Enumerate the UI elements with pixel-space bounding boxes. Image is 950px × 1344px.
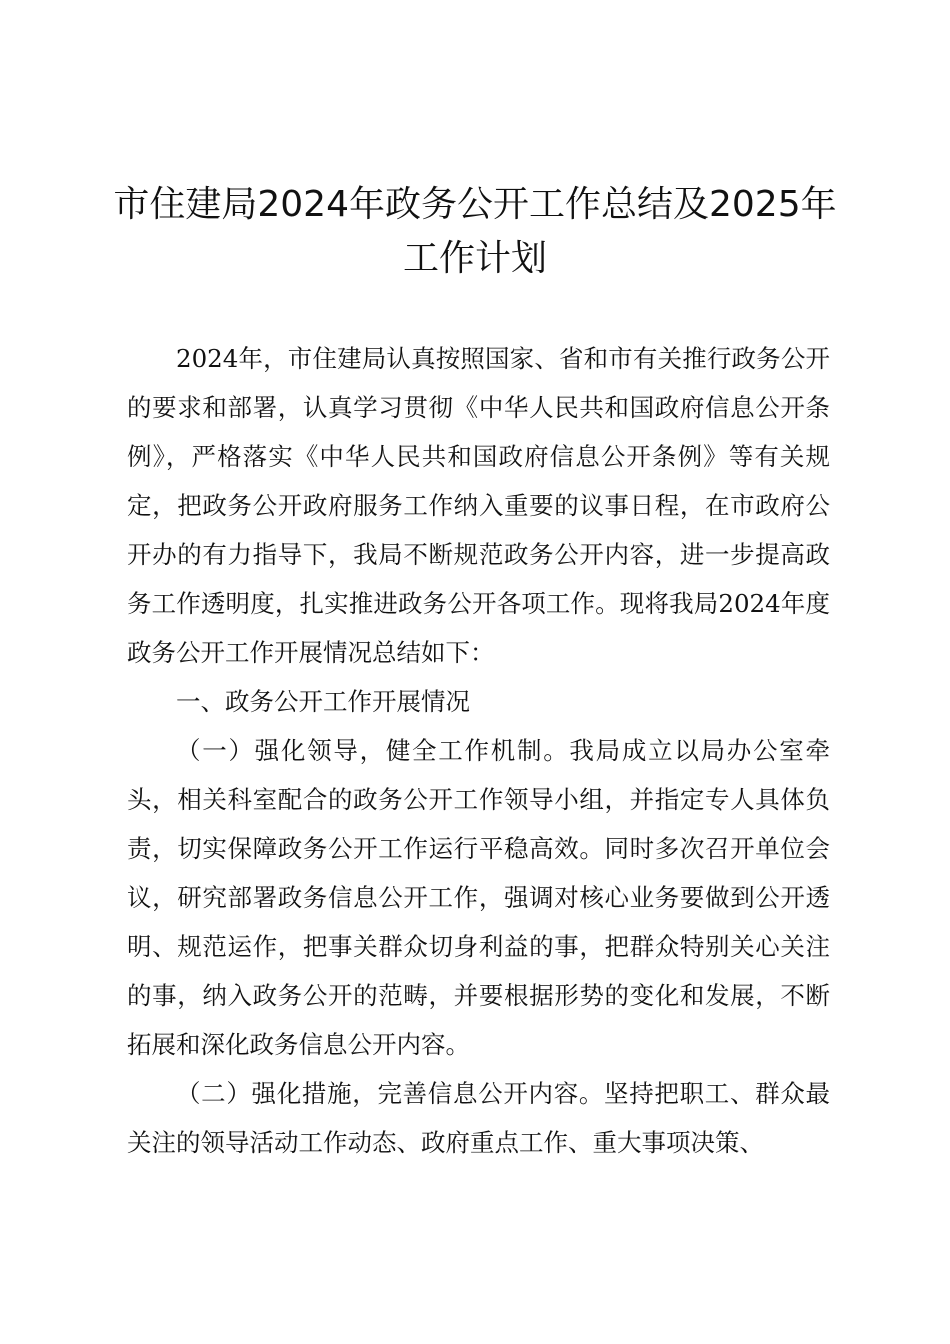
section-heading-1: 一、政务公开工作开展情况 bbox=[176, 687, 470, 716]
paragraph-intro: 2024年，市住建局认真按照国家、省和市有关推行政务公开的要求和部署，认真学习贯彻《中华人民共和国政府信息公开条例》，严格落实《中华人民共和国政府信息公开条例》等有关规定，把政务公开政府服务工作纳入重要的议事日程，在市政府公开办的有力指导下，我局不断规范政务公开内容，进一步提高政务工作透明度，扎实推进政务公开各项工作。现将我局2024年度政务公开工作开展情况总结如下： bbox=[127, 344, 830, 667]
paragraph-section-1-1: （一）强化领导，健全工作机制。我局成立以局办公室牵头，相关科室配合的政务公开工作领导小组，并指定专人具体负责，切实保障政务公开工作运行平稳高效。同时多次召开单位会议，研究部署政务信息公开工作，强调对核心业务要做到公开透明、规范运作，把事关群众切身利益的事，把群众特别关心关注的事，纳入政务公开的范畴，并要根据形势的变化和发展，不断拓展和深化政务信息公开内容。 bbox=[127, 736, 830, 1059]
document-title bbox=[100, 178, 850, 286]
document-title-line-1: 市住建局2024年政务公开工作总结及2025年 bbox=[113, 184, 837, 225]
paragraph-section-1-2: （二）强化措施，完善信息公开内容。坚持把职工、群众最关注的领导活动工作动态、政府重点工作、重大事项决策、 bbox=[127, 1079, 830, 1157]
document-title-line-2: 工作计划 bbox=[402, 238, 547, 279]
document-body bbox=[127, 334, 830, 1167]
